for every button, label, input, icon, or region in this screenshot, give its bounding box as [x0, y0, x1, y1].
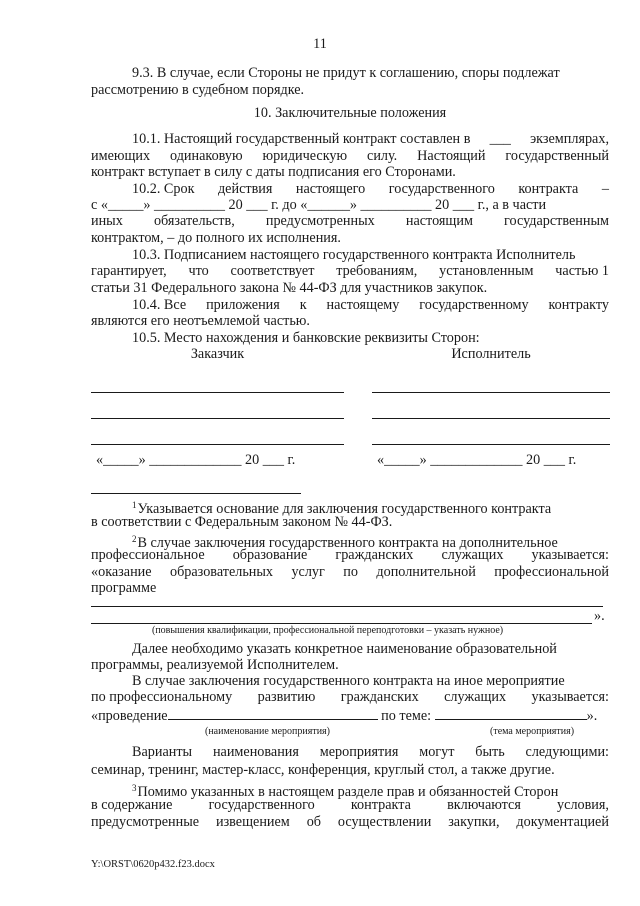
footnote-3-line-3: предусмотренные извещением об осуществлении закупки, документацией: [91, 814, 609, 830]
event-name-hint: (наименование мероприятия): [205, 726, 330, 737]
clause-9-3-line-1: 9.3. В случае, если Стороны не придут к соглашению, споры подлежат: [132, 65, 560, 81]
program-blank-end: ».: [594, 608, 605, 624]
customer-signature-line-3: [91, 444, 344, 445]
footnote-3-line-1: $^3$Помимо указанных в настоящем разделе прав и обязанностей Сторон: [132, 783, 559, 800]
footnote-2-line-10: Варианты наименования мероприятия могут быть следующими:: [132, 744, 609, 760]
footnote-2-line-8: по профессиональному развитию гражданских служащих указывается:: [91, 689, 609, 705]
customer-signature-line-1: [91, 392, 344, 393]
file-path: Y:\ORST\0620p432.f23.docx: [91, 859, 215, 870]
clause-10-1-line-2: имеющих одинаковую юридическую силу. Настоящий государственный: [91, 148, 609, 164]
clause-10-5: 10.5. Место нахождения и банковские реквизиты Сторон:: [132, 330, 480, 346]
program-blank-line-2: [91, 623, 592, 624]
section-title: 10. Заключительные положения: [253, 105, 447, 121]
footnote-2-line-11: семинар, тренинг, мастер-класс, конференция, круглый стол, а также другие.: [91, 762, 555, 778]
executor-date-line: «_____» _____________ 20 ___ г.: [377, 452, 577, 468]
footnote-1-line-2: в соответствии с Федеральным законом № 44-ФЗ.: [91, 514, 393, 530]
footnote-2-line-4: программе: [91, 580, 157, 596]
program-type-hint: (повышения квалификации, профессиональной переподготовки – указать нужное): [152, 625, 504, 636]
clause-9-3-line-2: рассмотрению в судебном порядке.: [91, 82, 305, 98]
clause-10-2-line-3: иных обязательств, предусмотренных настоящим государственным: [91, 213, 609, 229]
executor-signature-line-1: [372, 392, 610, 393]
executor-signature-line-2: [372, 418, 610, 419]
footnote-2-line-7: В случае заключения государственного контракта на иное мероприятие: [132, 673, 565, 689]
footnote-1-mark: 1: [132, 500, 137, 510]
clause-10-1-line-1: 10.1. Настоящий государственный контракт составлен в ___ экземплярах,: [132, 131, 609, 147]
footnote-2-line-2: профессиональное образование гражданских служащих указывается:: [91, 547, 609, 563]
clause-10-3-line-3: статьи 31 Федерального закона № 44-ФЗ для участников закупок.: [91, 280, 488, 296]
footnote-2-line-3: «оказание образовательных услуг по дополнительной профессиональной: [91, 564, 609, 580]
event-topic-hint: (тема мероприятия): [490, 726, 575, 737]
clause-10-4-line-1: 10.4. Все приложения к настоящему государственному контракту: [132, 297, 609, 313]
footnote-2-mark: 2: [132, 534, 137, 544]
footnote-2-line-1: $^2$В случае заключения государственного контракта на дополнительное: [132, 534, 558, 551]
clause-10-3-line-1: 10.3. Подписанием настоящего государственного контракта Исполнитель: [132, 247, 576, 263]
customer-label: Заказчик: [190, 346, 245, 362]
page-number: 11: [313, 36, 327, 52]
event-line: «проведение по теме: ».: [91, 708, 598, 724]
executor-label: Исполнитель: [451, 346, 531, 362]
clause-10-4-line-2: являются его неотъемлемой частью.: [91, 313, 310, 329]
footnote-3-line-2: в содержание государственного контракта включаются условия,: [91, 797, 609, 813]
footnote-2-line-6: программы, реализуемой Исполнителем.: [91, 657, 339, 673]
footnote-3-mark: 3: [132, 783, 137, 793]
clause-10-1-line-3: контракт вступает в силу с даты подписания его Сторонами.: [91, 164, 456, 180]
customer-date-line: «_____» _____________ 20 ___ г.: [96, 452, 296, 468]
clause-10-2-line-4: контрактом, – до полного их исполнения.: [91, 230, 341, 246]
clause-10-3-line-2: гарантирует, что соответствует требованиям, установленным частью 1: [91, 263, 609, 279]
footnote-1-line-1: $^1$Указывается основание для заключения государственного контракта: [132, 500, 552, 517]
event-name-blank: [168, 707, 378, 720]
footnote-separator: [91, 493, 301, 494]
footnote-2-line-5: Далее необходимо указать конкретное наименование образовательной: [132, 641, 557, 657]
event-topic-blank: [435, 707, 587, 720]
clause-10-2-line-1: 10.2. Срок действия настоящего государственного контракта –: [132, 181, 609, 197]
program-blank-line-1: [91, 606, 603, 607]
clause-10-2-line-2: с «_____» __________ 20 ___ г. до «______» __________ 20 ___ г., а в части: [91, 197, 547, 213]
customer-signature-line-2: [91, 418, 344, 419]
executor-signature-line-3: [372, 444, 610, 445]
